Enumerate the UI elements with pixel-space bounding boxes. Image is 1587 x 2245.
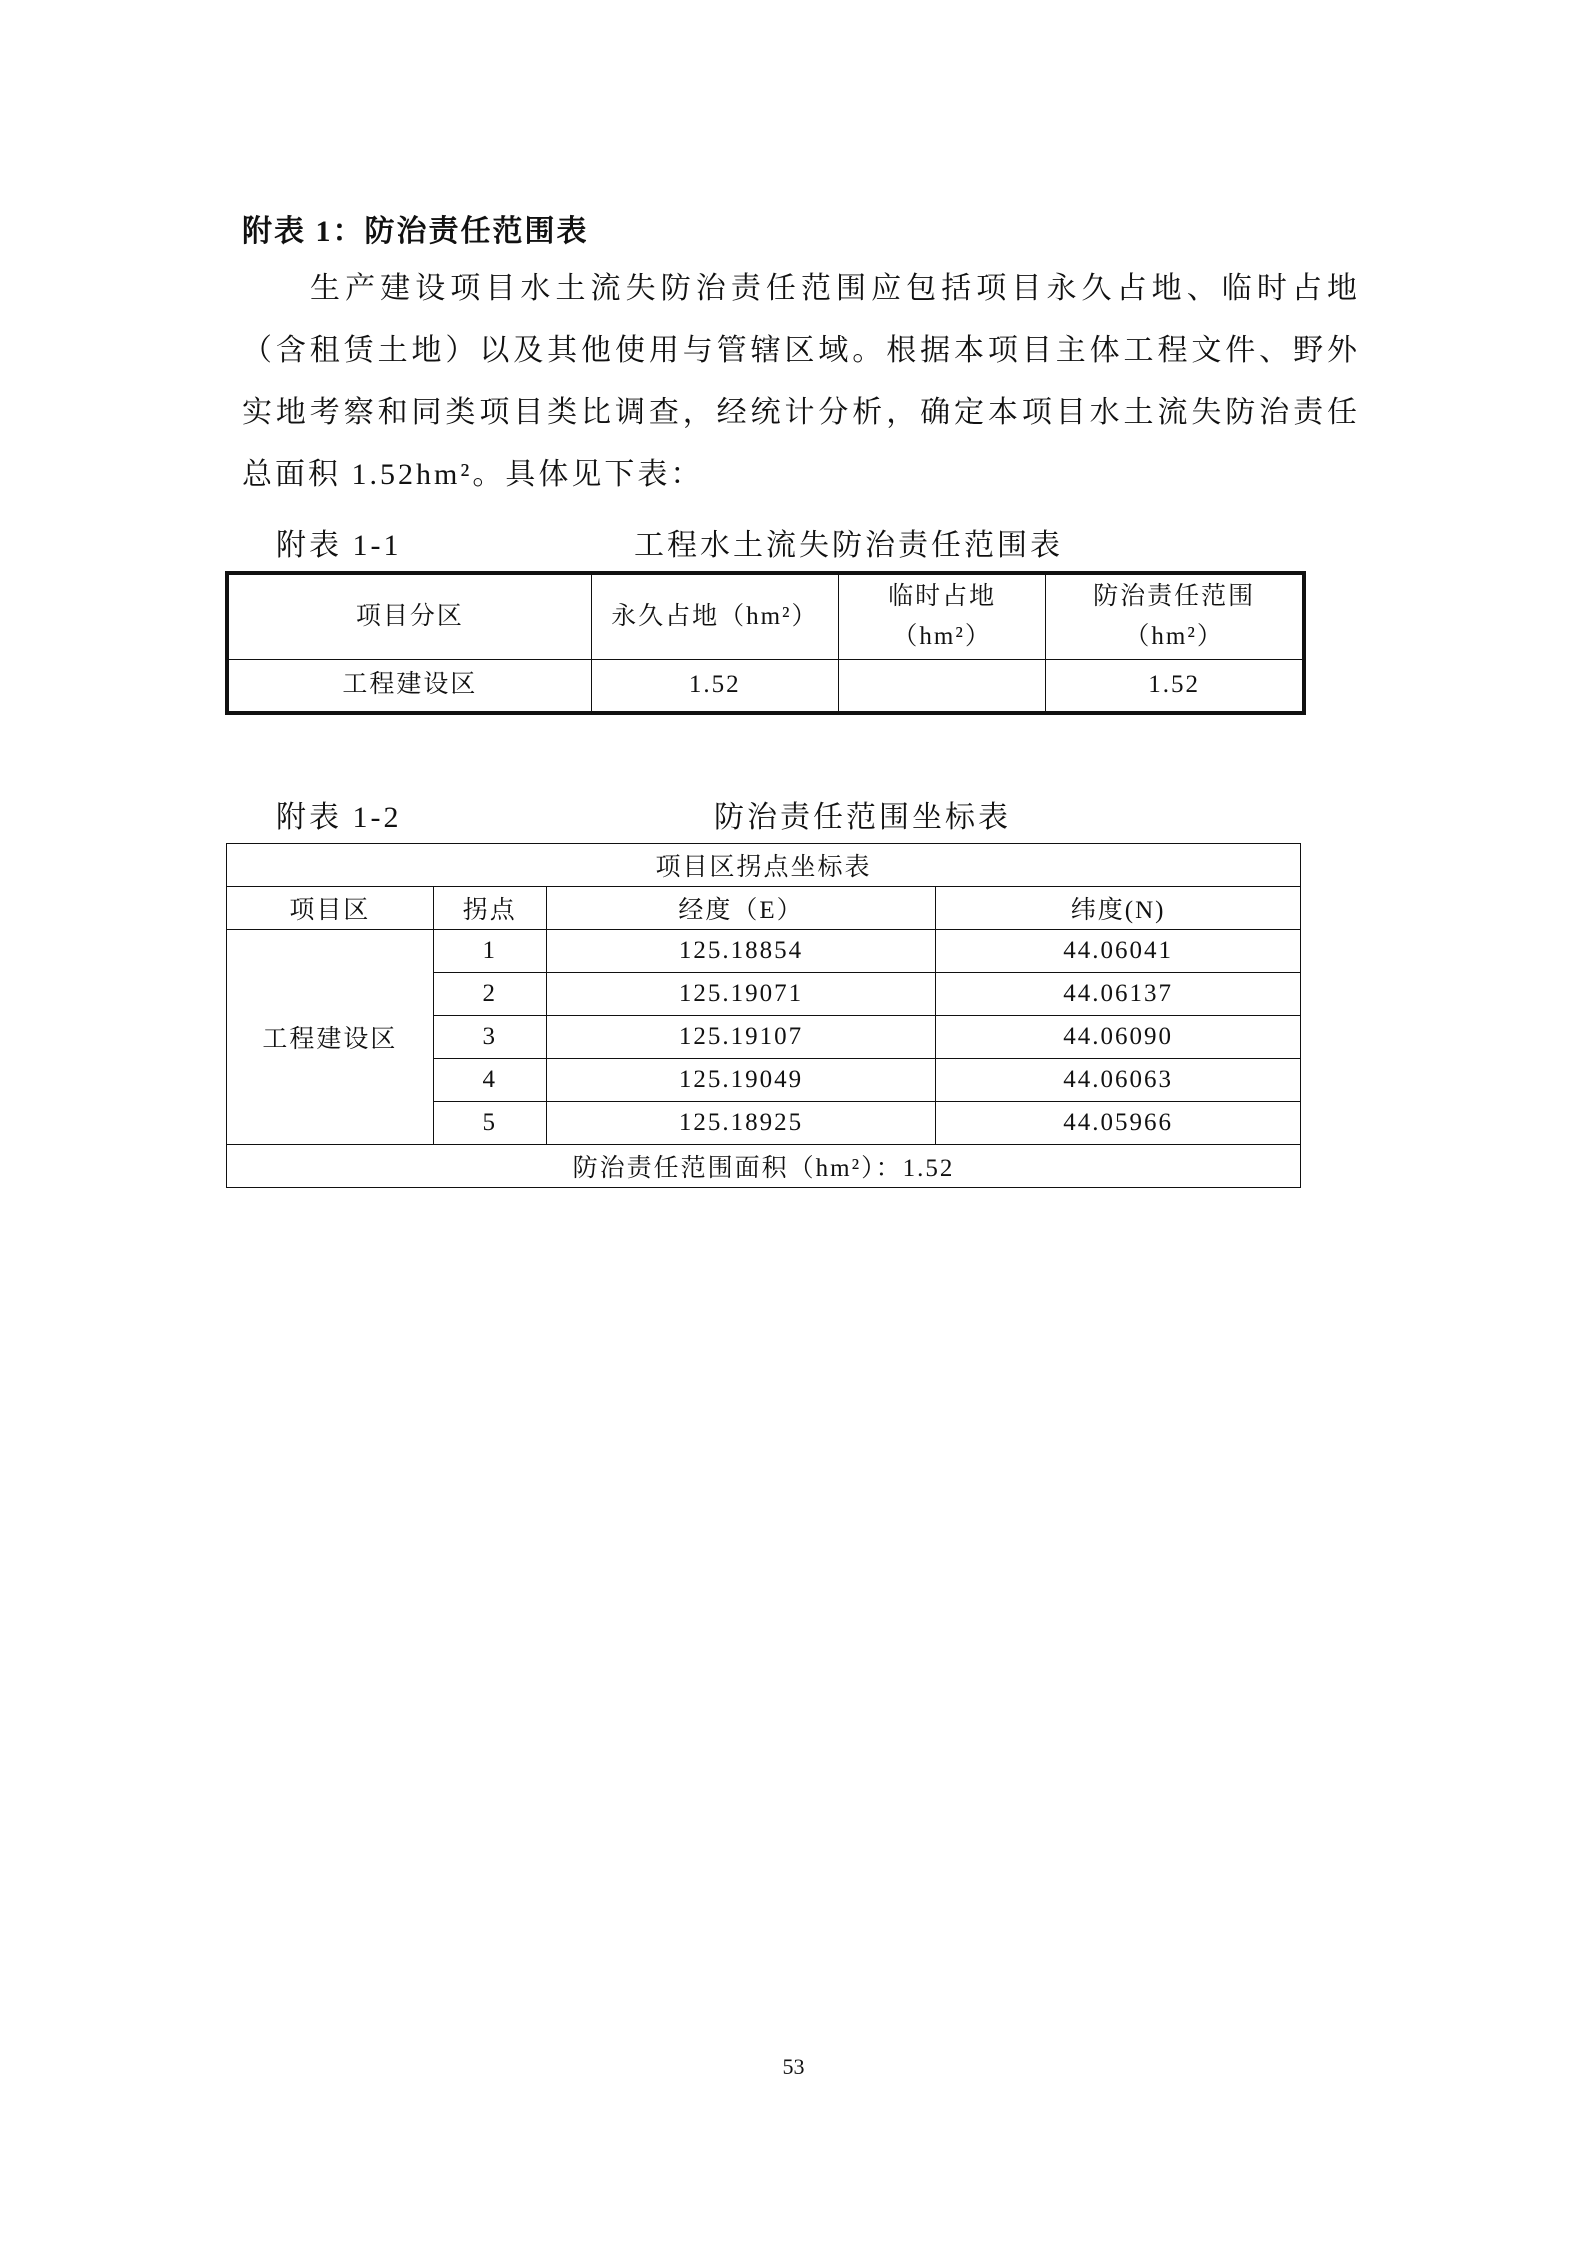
page-number: 53 [782, 2054, 805, 2079]
row-permanent: 1.52 [591, 659, 838, 713]
header-point: 拐点 [433, 887, 546, 930]
table1-number: 附表 1-1 [276, 529, 402, 562]
responsibility-scope-table [225, 571, 1306, 715]
point-cell: 5 [433, 1102, 546, 1145]
table-row [227, 930, 1301, 973]
body-paragraph: 生产建设项目水土流失防治责任范围应包括项目永久占地、临时占地（含租赁土地）以及其他使用与管辖区域。根据本项目主体工程文件、野外实地考察和同类项目类比调查，经统计分析，确定本项目水土流失防治责任总面积 1.52hm²。具体见下表： [242, 272, 1360, 491]
latitude-cell: 44.05966 [936, 1102, 1301, 1145]
longitude-cell: 125.18925 [546, 1102, 936, 1145]
section-heading: 附表 1：防治责任范围表 [242, 215, 589, 248]
coordinate-banner: 项目区拐点坐标表 [227, 844, 1301, 887]
longitude-cell: 125.19049 [546, 1059, 936, 1102]
header-temporary [838, 573, 1045, 659]
latitude-cell: 44.06137 [936, 973, 1301, 1016]
row-scope: 1.52 [1046, 659, 1304, 713]
zone-cell: 工程建设区 [227, 930, 434, 1145]
area-footer: 防治责任范围面积（hm²）：1.52 [227, 1145, 1301, 1188]
header-zone: 项目分区 [227, 573, 591, 659]
table2-number: 附表 1-2 [276, 801, 402, 834]
coordinate-table [226, 843, 1301, 1188]
header-temporary-l2: （hm²） [892, 622, 992, 650]
header-scope-l1: 防治责任范围 [1093, 582, 1256, 610]
point-cell: 1 [433, 930, 546, 973]
point-cell: 3 [433, 1016, 546, 1059]
point-cell: 2 [433, 973, 546, 1016]
latitude-cell: 44.06041 [936, 930, 1301, 973]
table2-title: 防治责任范围坐标表 [714, 801, 1011, 834]
table1-title: 工程水土流失防治责任范围表 [634, 529, 1063, 562]
header-permanent: 永久占地（hm²） [591, 573, 838, 659]
header-latitude: 纬度(N) [936, 887, 1301, 930]
header-longitude: 经度（E） [546, 887, 936, 930]
latitude-cell: 44.06090 [936, 1016, 1301, 1059]
header-scope-l2: （hm²） [1124, 622, 1224, 650]
header-scope [1046, 573, 1304, 659]
longitude-cell: 125.19107 [546, 1016, 936, 1059]
row-zone: 工程建设区 [227, 659, 591, 713]
point-cell: 4 [433, 1059, 546, 1102]
longitude-cell: 125.18854 [546, 930, 936, 973]
header-temporary-l1: 临时占地 [888, 582, 997, 610]
longitude-cell: 125.19071 [546, 973, 936, 1016]
row-temporary [838, 659, 1045, 713]
header-zone: 项目区 [227, 887, 434, 930]
latitude-cell: 44.06063 [936, 1059, 1301, 1102]
